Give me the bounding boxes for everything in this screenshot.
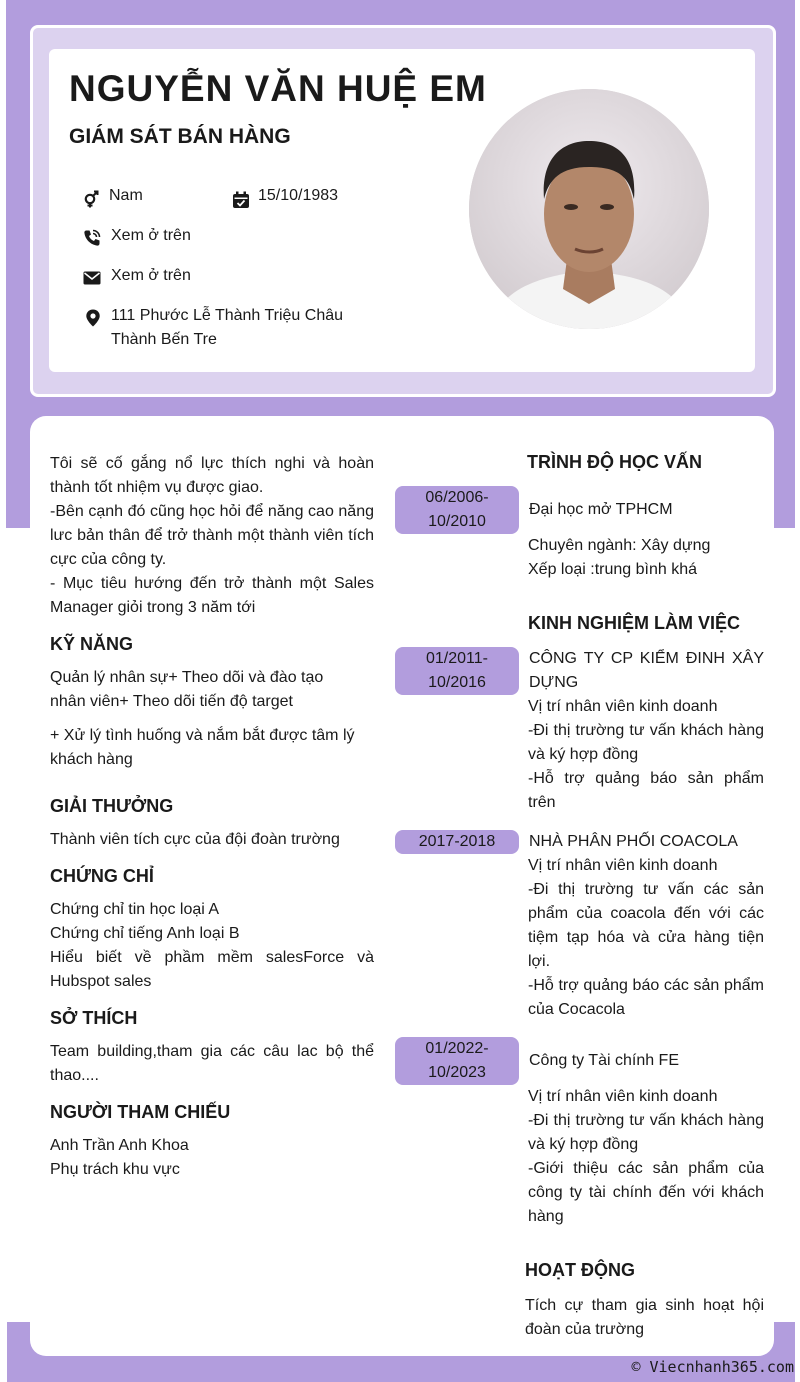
activities-text: Tích cự tham gia sinh hoạt hội đoàn của trường — [525, 1297, 764, 1338]
email-icon — [83, 269, 101, 287]
job-2-company: NHÀ PHÂN PHỐI COACOLA — [529, 833, 738, 850]
objective-paragraph-1: Tôi sẽ cố gắng nổ lực thích nghi và hoàn thành tốt nhiệm vụ được giao. — [50, 455, 374, 496]
references-title: NGƯỜI THAM CHIẾU — [50, 1102, 231, 1122]
reference-role: Phụ trách khu vực — [50, 1161, 180, 1178]
job-3-date-badge — [395, 1037, 519, 1085]
address-line-2: Thành Bến Tre — [111, 331, 217, 348]
location-pin-icon — [84, 309, 102, 327]
gender-value: Nam — [109, 187, 143, 204]
education-date-end: 10/2010 — [428, 513, 486, 530]
job-2-date-badge — [395, 830, 519, 854]
job-2-duty-2: -Hỗ trợ quảng báo các sản phẩm của Cocacola — [528, 977, 764, 1018]
job-3-date-end: 10/2023 — [428, 1064, 486, 1081]
activities-title: HOẠT ĐỘNG — [525, 1260, 635, 1280]
job-3-duty-2: -Giới thiệu các sản phẩm của công ty tài chính đến với khách hàng — [528, 1160, 764, 1225]
objective-paragraph-2: -Bên cạnh đó cũng học hỏi để năng cao năng lưc bản thân để trở thành một thành viên tích cực của công ty. — [50, 503, 374, 568]
address-line-1: 111 Phước Lễ Thành Triệu Châu — [111, 307, 344, 324]
objective-paragraph-3: - Mục tiêu hướng đến trở thành một Sales Manager giỏi trong 3 năm tới — [50, 575, 374, 616]
phone-icon — [83, 229, 101, 247]
job-3-date-start: 01/2022- — [425, 1040, 489, 1057]
job-1-duty-2: -Hỗ trợ quảng báo sản phẩm trên — [528, 770, 764, 811]
education-date-start: 06/2006- — [425, 489, 489, 506]
certificates-title: CHỨNG CHỈ — [50, 866, 154, 886]
awards-text: Thành viên tích cực của đội đoàn trường — [50, 831, 340, 848]
calendar-icon — [232, 191, 250, 209]
gender-icon — [83, 190, 101, 208]
job-3-position: Vị trí nhân viên kinh doanh — [528, 1088, 718, 1105]
awards-title: GIẢI THƯỞNG — [50, 796, 174, 816]
job-1-duty-1: -Đi thị trường tư vấn khách hàng và ký hợp đồng — [528, 722, 764, 763]
job-1-date-start: 01/2011- — [426, 650, 488, 667]
profile-photo — [469, 89, 709, 329]
hobbies-text: Team building,tham gia các câu lac bộ thể thao.... — [50, 1043, 374, 1084]
birthday-value: 15/10/1983 — [258, 187, 339, 204]
job-3-company: Công ty Tài chính FE — [529, 1052, 679, 1069]
job-3-duty-1: -Đi thị trường tư vấn khách hàng và ký hợp đồng — [528, 1112, 764, 1153]
skills-paragraph-1: Quản lý nhân sự+ Theo dõi và đào tạo nhân viên+ Theo dõi tiến độ target — [50, 669, 324, 710]
education-date-badge — [395, 486, 519, 534]
skills-paragraph-2: + Xử lý tình huống và nắm bắt được tâm lý khách hàng — [50, 727, 355, 768]
certificate-3: Hiểu biết về phầm mềm salesForce và Hubspot sales — [50, 949, 374, 990]
education-title: TRÌNH ĐỘ HỌC VẤN — [527, 452, 702, 472]
job-2-date: 2017-2018 — [418, 833, 496, 850]
job-title: GIÁM SÁT BÁN HÀNG — [69, 125, 291, 148]
job-2-duty-1: -Đi thị trường tư vấn các sản phẩm của coacola đến với các tiệm tạp hóa và cửa hàng tiện lợi. — [528, 881, 764, 970]
hobbies-title: SỞ THÍCH — [50, 1008, 138, 1028]
education-school: Đại học mở TPHCM — [529, 501, 673, 518]
footer-copyright: © Viecnhanh365.com — [631, 1358, 794, 1376]
reference-name: Anh Trần Anh Khoa — [50, 1137, 189, 1154]
job-2-position: Vị trí nhân viên kinh doanh — [528, 857, 718, 874]
job-1-date-end: 10/2016 — [428, 674, 486, 691]
certificate-1: Chứng chỉ tin học loại A — [50, 901, 220, 918]
job-1-position: Vị trí nhân viên kinh doanh — [528, 698, 718, 715]
education-major: Chuyên ngành: Xây dựng — [528, 537, 711, 554]
experience-title: KINH NGHIỆM LÀM VIỆC — [528, 613, 741, 633]
education-grade: Xếp loại :trung bình khá — [528, 561, 698, 578]
candidate-name: NGUYỄN VĂN HUỆ EM — [69, 68, 487, 109]
job-1-company: CÔNG TY CP KIỂM ĐINH XÂY DỰNG — [529, 650, 764, 691]
skills-title: KỸ NĂNG — [50, 634, 134, 654]
job-1-date-badge — [395, 647, 519, 695]
certificate-2: Chứng chỉ tiếng Anh loại B — [50, 925, 240, 942]
email-value: Xem ở trên — [111, 267, 191, 284]
phone-value: Xem ở trên — [111, 227, 191, 244]
